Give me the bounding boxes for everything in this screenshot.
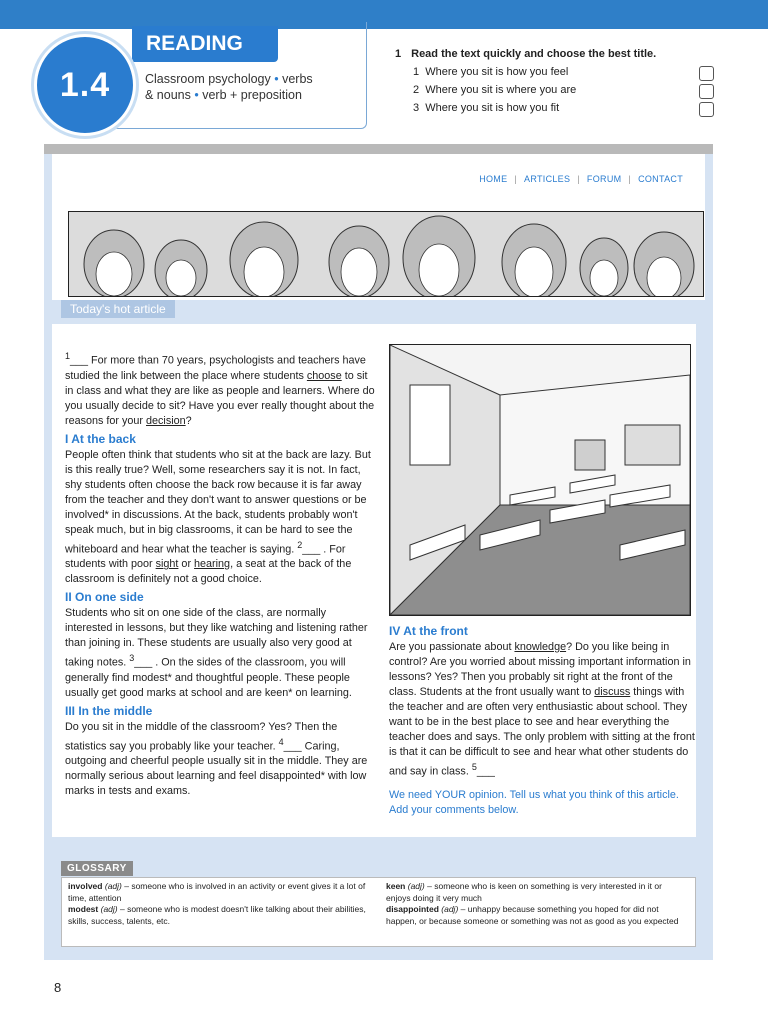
glossary-column-left: [68, 881, 368, 927]
option-1: 1 Where you sit is how you feel: [395, 63, 725, 81]
intro-paragraph: $^1$___ For more than 70 years, psychologists and teachers have studied the link between the place where students choose to sit in class and what they are like as people and learners. Where do you usually decide to sit? Have you ever really thought about the reasons for your decision?: [65, 351, 375, 427]
heading-at-the-front: IV At the front: [389, 624, 468, 638]
classroom-illustration: [389, 344, 691, 616]
heading-at-the-back: I At the back: [65, 431, 136, 446]
unit-badge: 1.4: [34, 34, 136, 136]
option-3-checkbox[interactable]: [699, 102, 714, 117]
heading-in-the-middle: III In the middle: [65, 703, 153, 718]
article-panel: [52, 324, 696, 837]
page-number: 8: [54, 980, 62, 995]
option-2: 2 Where you sit is where you are: [395, 81, 725, 99]
exercise-1: 1 Read the text quickly and choose the best title. 1 Where you sit is how you feel 2 Where you sit is where you are 3 Where you sit is how you fit: [395, 45, 725, 117]
nav-home[interactable]: HOME: [479, 174, 508, 184]
glossary-box: [61, 877, 696, 947]
site-nav: HOME | ARTICLES | FORUM | CONTACT: [479, 174, 683, 184]
paragraph-on-one-side: Students who sit on one side of the class, are normally interested in lessons, but they like watching and listening rather than joining in. These students are usually also very good at taking notes. $^3$___ . On the sides of the classroom, you will generally find modest* and thoughtful people. These people usually get good marks at school and are keen* on learning.: [65, 607, 368, 699]
website-page: [44, 144, 713, 960]
option-2-checkbox[interactable]: [699, 84, 714, 99]
glossary-tab: GLOSSARY: [61, 861, 133, 876]
article-column-left: [65, 349, 375, 799]
article-column-right: [389, 621, 697, 818]
comments-call-to-action[interactable]: We need YOUR opinion. Tell us what you think of this article. Add your comments below.: [389, 788, 679, 816]
site-header: [52, 154, 705, 300]
nav-forum[interactable]: FORUM: [586, 174, 622, 184]
hot-article-tab[interactable]: Today's hot article: [61, 300, 175, 318]
lesson-subtitle: Classroom psychology • verbs & nouns • verb + preposition: [145, 72, 313, 102]
paragraph-at-the-front: Are you passionate about knowledge? Do you like being in control? Are you worried about missing important information in lessons? Yes? Then you probably sit right at the front of the class. Students at the front usually want to discuss things with the teacher and are often very enthusiastic about school. They want to be in the best place to see and hear everything the teacher does and says. The only problem with sitting at the front is that it can be difficult to see and hear what other students do and say in class. $^5$___: [389, 641, 695, 778]
paragraph-at-the-back: People often think that students who sit at the back are lazy. But is this really true? Well, some researchers say it is not. In fact, shy students often choose the back row because it is far away from the teacher and they don't want to answer questions or be involved* in discussions. At the back, students probably won't speak much, but in big classrooms, it can be hard to see the whiteboard and hear what the teacher is saying. $^2$___ . For students with poor sight or hearing, a seat at the back of the classroom is definitely not a good choice.: [65, 448, 371, 586]
glossary-modest: modest (adj) – someone who is modest doesn't like talking about their abilities, skills, success, talents, etc.: [68, 904, 366, 926]
glossary-column-right: [386, 881, 686, 927]
nav-contact[interactable]: CONTACT: [638, 174, 683, 184]
glossary-keen: keen (adj) – someone who is keen on something is very interested in it or enjoys doing it very much: [386, 881, 662, 903]
glossary-disappointed: disappointed (adj) – unhappy because something you hoped for did not happen, or because someone or something was not as good as you expected: [386, 904, 679, 926]
heading-on-one-side: II On one side: [65, 590, 144, 605]
nav-articles[interactable]: ARTICLES: [524, 174, 571, 184]
glossary-involved: involved (adj) – someone who is involved in an activity or event gives it a lot of time, attention: [68, 881, 366, 903]
option-3: 3 Where you sit is how you fit: [395, 99, 725, 117]
section-title: READING: [132, 26, 278, 62]
browser-bar: [44, 144, 713, 154]
paragraph-in-the-middle: Do you sit in the middle of the classroom? Yes? Then the statistics say you probably like your teacher. $^4$___ Caring, outgoing and cheerful people usually sit in the middle. They are normally serious about learning and feel disappointed* with low marks in tests and exams.: [65, 720, 368, 798]
students-illustration: [68, 211, 704, 297]
option-1-checkbox[interactable]: [699, 66, 714, 81]
